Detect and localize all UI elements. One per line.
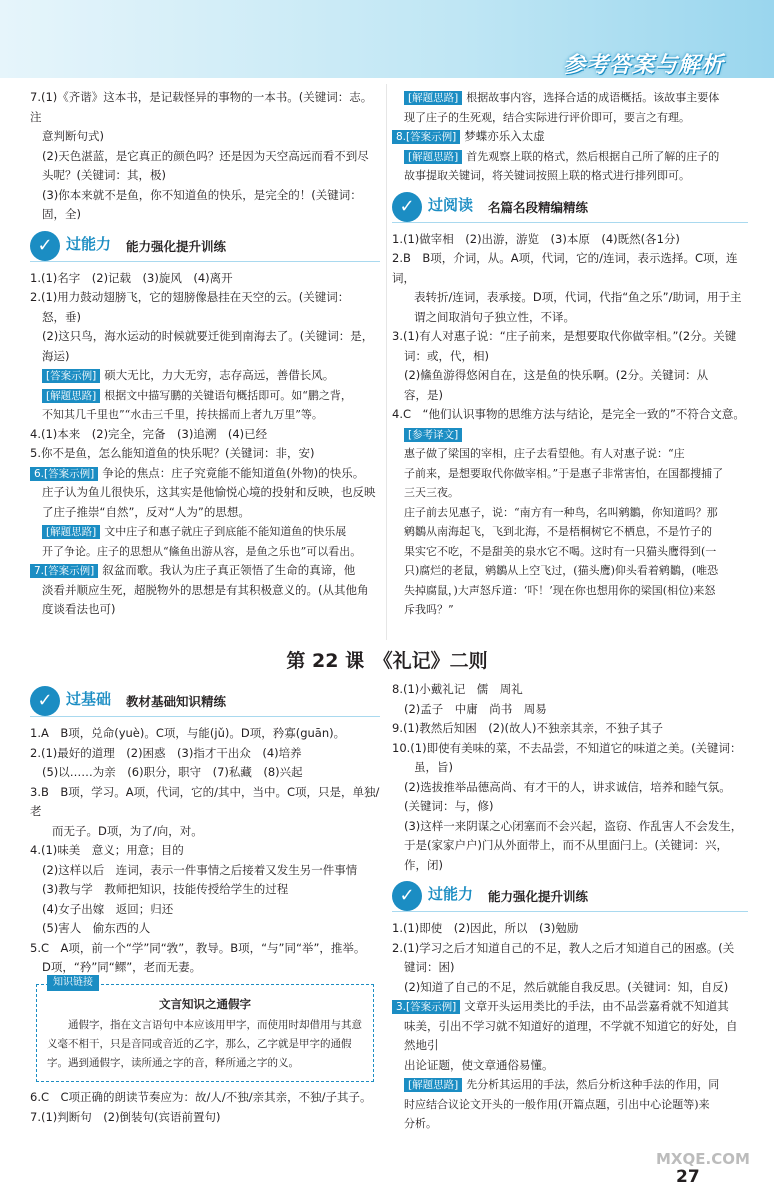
- line: 6.C C项正确的朗读节奏应为：故/人/不独/亲其亲，不独/子其子。: [30, 1090, 372, 1104]
- line: 果实它不吃，不是甜美的泉水它不喝。这时有一只猫头鹰得到(一: [404, 544, 717, 558]
- line: (3)教与学 教师把知识，技能传授给学生的过程: [42, 882, 289, 896]
- idea-tag: [解题思路]: [42, 525, 100, 539]
- line: 谓之间取消句子独立性，不译。: [414, 309, 575, 324]
- header-banner: [0, 0, 774, 78]
- line: (5)以……为亲 (6)职分，职守 (7)私藏 (8)兴起: [42, 765, 303, 779]
- line: 作，闭): [404, 857, 443, 872]
- line: (2)选拔推举品德高尚、有才干的人，讲求诚信，培养和睦气氛。: [404, 779, 731, 794]
- line: 8.(1)小戴礼记 儒 周礼: [392, 682, 523, 696]
- line: 7.(1)《齐谐》这本书，是记载怪异的事物的一本书。(关键词：志。注: [30, 90, 373, 124]
- line: 4.C “他们认识事物的思维方法与结论，是完全一致的”不符合文意。: [392, 407, 745, 421]
- line: 1.A B项，兑命(yuè)。C项，与能(jǔ)。D项，矜寡(guān)。: [30, 726, 346, 740]
- right-top-column: [392, 88, 748, 620]
- line: (2)知道了自己的不足，然后就能自我反思。(关键词：知，自反): [404, 979, 729, 994]
- check-icon: ✓: [392, 881, 422, 911]
- check-icon: ✓: [30, 686, 60, 716]
- page-number: 27: [676, 1167, 700, 1187]
- section-subtitle: 能力强化提升训练: [126, 238, 227, 254]
- line: 现了庄子的生死观，结合实际进行评价即可，要言之有理。: [404, 110, 690, 124]
- line: 鹓鶵从南海起飞，飞到北海，不是梧桐树它不栖息，不是竹子的: [404, 525, 712, 538]
- line: 不知其几千里也”“水击三千里，抟扶摇而上者九万里”等。: [42, 408, 323, 421]
- line: 怒，垂): [42, 309, 81, 324]
- line: 三天三夜。: [404, 486, 459, 499]
- line: 首先观察上联的格式，然后根据自己所了解的庄子的: [466, 149, 720, 163]
- answer-tag: 8.[答案示例]: [392, 130, 460, 144]
- line: (2)鯈鱼游得悠闲自在，这是鱼的快乐啊。(2分。关键词：从: [404, 368, 709, 382]
- section-header: [30, 229, 380, 263]
- section-subtitle: 名篇名段精编精练: [488, 199, 589, 215]
- line: 庄子认为鱼儿很快乐，这其实是他愉悦心境的投射和反映，也反映: [42, 485, 376, 499]
- line: 虽，旨): [414, 760, 453, 774]
- section-label: 过能力: [428, 885, 474, 903]
- knowledge-link-body: 通假字，指在文言语句中本应该用甲字，而使用时却借用与其意义毫不相干，只是音同或音近的乙字，那么，乙字就是甲字的通假字。遇到通假字，读所通之字的音，释所通之字的义。: [47, 1019, 362, 1069]
- line: 淡看并顺应生死，超脱物外的思想是有其积极意义的。(从其他角: [42, 582, 369, 597]
- line: 键词：困): [404, 960, 455, 974]
- line: 意判断句式): [42, 129, 104, 143]
- answer-tag: [答案示例]: [42, 369, 100, 383]
- left-bottom-column: [30, 680, 380, 1127]
- line: 4.(1)味美 意义；用意；目的: [30, 843, 184, 857]
- knowledge-link-heading: 文言知识之通假字: [159, 996, 251, 1011]
- line: 惠子做了梁国的宰相，庄子去看望他。有人对惠子说：“庄: [404, 447, 685, 460]
- line: (3)这样一来阴谋之心闭塞而不会兴起，盗窃、作乱害人不会发生，: [404, 818, 743, 833]
- translation-tag: [参考译文]: [404, 428, 462, 442]
- line: 先分析其运用的手法，然后分析这种手法的作用，同: [466, 1078, 720, 1091]
- idea-tag: [解题思路]: [404, 91, 462, 105]
- answer-tag: 6.[答案示例]: [30, 467, 98, 481]
- line: 度谈看法也可): [42, 602, 116, 616]
- check-icon: ✓: [392, 192, 422, 222]
- section-label: 过基础: [66, 690, 112, 708]
- section-underline: [392, 222, 748, 223]
- line: 4.(1)本来 (2)完全，完备 (3)追溯 (4)已经: [30, 426, 268, 441]
- line: (2)这样以后 连词，表示一件事情之后接着又发生另一件事情: [42, 862, 358, 877]
- line: 争论的焦点：庄子究竟能不能知道鱼(外物)的快乐。: [102, 465, 365, 480]
- line: 味美，引出不学习就不知道好的道理，不学就不知道它的好处，自然地引: [404, 1018, 738, 1052]
- line: 庄子前去见惠子，说：“南方有一种鸟，名叫鹓鶵，你知道吗？那: [404, 505, 718, 519]
- line: (2)这只鸟，海水运动的时候就要迁徙到南海去了。(关键词：是，: [42, 329, 374, 343]
- right-bottom-column: [392, 680, 748, 1134]
- line: 10.(1)即使有美味的菜，不去品尝，不知道它的味道之美。(关键词：: [392, 740, 742, 755]
- section-label: 过能力: [66, 234, 112, 253]
- line: 分析。: [404, 1117, 437, 1130]
- section-header: [392, 190, 748, 224]
- section-underline: [30, 261, 380, 262]
- line: 1.(1)做宰相 (2)出游，游览 (3)本原 (4)既然(各1分): [392, 231, 680, 246]
- left-top-column: [30, 88, 380, 620]
- header-title: 参考答案与解析: [562, 53, 724, 78]
- line: 文中庄子和惠子就庄子到底能不能知道鱼的快乐展: [104, 525, 347, 538]
- line: 故事提取关键词，将关键词按照上联的格式进行排列即可。: [404, 169, 690, 182]
- line: (3)你本来就不是鱼，你不知道鱼的快乐，是完全的！(关键词：: [42, 187, 362, 202]
- line: 根据故事内容，选择合适的成语概括。该故事主要体: [466, 91, 720, 104]
- line: 而无子。D项，为了/向，对。: [52, 823, 203, 838]
- idea-tag: [解题思路]: [42, 389, 100, 403]
- line: 文章开头运用类比的手法，由不品尝嘉肴就不知道其: [464, 999, 729, 1013]
- line: 2.B B项，介词，从。A项，代词，它的/连词，表示选择。C项，连词，: [392, 251, 738, 285]
- line: 斥我吗？”: [404, 603, 454, 616]
- line: 头呢？(关键词：其，极): [42, 168, 166, 182]
- section-subtitle: 教材基础知识精练: [126, 694, 227, 709]
- idea-tag: [解题思路]: [404, 1078, 462, 1092]
- line: 出论证题，使文章通俗易懂。: [404, 1057, 554, 1072]
- idea-tag: [解题思路]: [404, 150, 462, 164]
- section-underline: [30, 716, 380, 717]
- line: 失掉腐鼠，)大声怒斥道：‘吓！’现在你也想用你的梁国(相位)来怒: [404, 583, 716, 597]
- line: 7.(1)判断句 (2)倒装句(宾语前置句): [30, 1109, 221, 1124]
- watermark: MXQE.COM: [656, 1150, 750, 1168]
- line: 容，是): [404, 387, 443, 402]
- line: 2.(1)用力鼓动翅膀飞，它的翅膀像悬挂在天空的云。(关键词：: [30, 290, 350, 304]
- line: 根据文中描写鹏的关键语句概括即可。如“鹏之背，: [104, 388, 352, 402]
- line: 表转折/连词，表承接。D项，代词，代指“鱼之乐”/助词，用于主: [414, 290, 742, 304]
- line: D项，“矜”同“鳏”，老而无妻。: [42, 960, 202, 974]
- line: 5.C A项，前一个“学”同“敩”，教导。B项，“与”同“举”，推举。: [30, 940, 366, 955]
- line: 2.(1)学习之后才知道自己的不足，教人之后才知道自己的困惑。(关: [392, 940, 735, 955]
- line: (4)女子出嫁 返回；归还: [42, 901, 174, 916]
- answer-tag: 7.[答案示例]: [30, 564, 98, 578]
- line: 3.B B项，学习。A项，代词，它的/其中，当中。C项，只是，单独/老: [30, 784, 380, 818]
- answer-tag: 3.[答案示例]: [392, 1000, 460, 1014]
- line: 1.(1)即使 (2)因此，所以 (3)勉励: [392, 921, 579, 935]
- section-underline: [392, 911, 748, 912]
- line: 开了争论。庄子的思想从“鯈鱼出游从容，是鱼之乐也”可以看出。: [42, 544, 362, 558]
- section-label: 过阅读: [428, 195, 474, 214]
- knowledge-link-box: [36, 976, 374, 1083]
- line: (5)害人 偷东西的人: [42, 921, 151, 935]
- line: 了庄子推崇“自然”，反对“人为”的思想。: [42, 504, 250, 519]
- line: 硕大无比，力大无穷，志存高远，善借长风。: [104, 368, 335, 382]
- section-header: [392, 879, 748, 913]
- line: (关键词：与，修): [404, 799, 494, 813]
- lesson-title: 第 22 课 《礼记》二则: [286, 650, 488, 672]
- column-divider: [386, 84, 387, 640]
- line: 于是(家家户户)门从外面带上，而不从里面闩上。(关键词：兴，: [404, 838, 728, 852]
- section-subtitle: 能力强化提升训练: [488, 889, 589, 904]
- knowledge-link-tag: 知识链接: [47, 975, 99, 991]
- check-icon: ✓: [30, 231, 60, 261]
- line: 时应结合议论文开头的一般作用(开篇点题，引出中心论题等)来: [404, 1097, 710, 1111]
- line: (2)天色湛蓝，是它真正的颜色吗？还是因为天空高远而看不到尽: [42, 148, 369, 163]
- line: (2)孟子 中庸 尚书 周易: [404, 701, 547, 716]
- line: 9.(1)教然后知困 (2)(故人)不独亲其亲，不独子其子: [392, 721, 664, 735]
- line: 只)腐烂的老鼠，鹓鶵从上空飞过，(猫头鹰)仰头看着鹓鶵，(唯恐: [404, 564, 719, 577]
- line: 叙盆而歌。我认为庄子真正领悟了生命的真谛，他: [102, 563, 356, 577]
- line: 1.(1)名字 (2)记载 (3)旋风 (4)离开: [30, 270, 233, 285]
- line: 2.(1)最好的道理 (2)困惑 (3)指才干出众 (4)培养: [30, 745, 302, 760]
- section-header: [30, 684, 380, 718]
- line: 3.(1)有人对惠子说：“庄子前来，是想要取代你做宰相。”(2分。关键: [392, 329, 737, 343]
- line: 子前来，是想要取代你做宰相。”于是惠子非常害怕，在国都搜捕了: [404, 466, 724, 480]
- line: 固，全): [42, 207, 81, 221]
- line: 5.你不是鱼，怎么能知道鱼的快乐呢？(关键词：非，安): [30, 446, 315, 460]
- line: 梦蝶亦乐入太虚: [464, 129, 545, 143]
- line: 海运): [42, 348, 70, 363]
- line: 词：或，代，相): [404, 348, 489, 363]
